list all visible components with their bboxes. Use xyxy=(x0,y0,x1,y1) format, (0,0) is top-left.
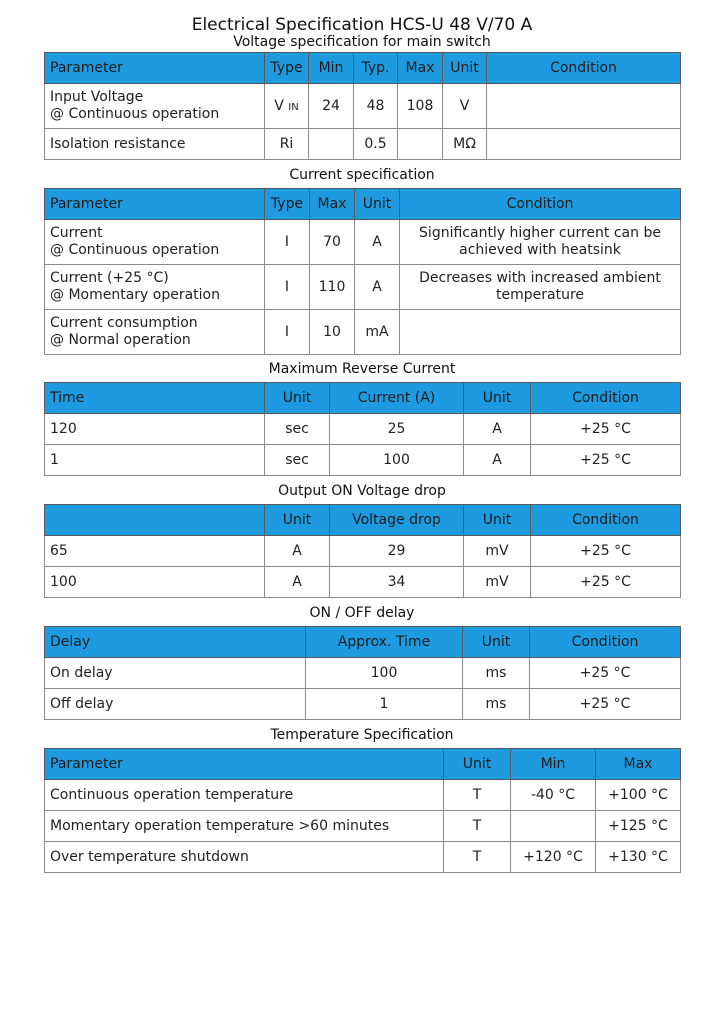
document-title: Electrical Specification HCS-U 48 V/70 A xyxy=(191,15,533,35)
parameter-name: Current consumption xyxy=(50,315,198,331)
unit-cell: A xyxy=(464,445,531,476)
time-cell: 1 xyxy=(45,445,265,476)
min-cell: 24 xyxy=(309,84,354,129)
unit-cell: A xyxy=(265,536,330,567)
header-cell: Typ. xyxy=(354,53,398,84)
type-cell: I xyxy=(265,220,310,265)
header-cell: Unit xyxy=(463,627,530,658)
current-cell: 25 xyxy=(330,414,464,445)
voltage-section-title: Voltage specification for main switch xyxy=(233,34,491,50)
condition-cell xyxy=(487,84,681,129)
typ-cell: 0.5 xyxy=(354,129,398,160)
condition-cell: +25 °C xyxy=(530,689,681,720)
min-cell: -40 °C xyxy=(511,780,596,811)
table-row xyxy=(45,84,681,129)
unit-cell: A xyxy=(355,265,400,310)
header-cell: Condition xyxy=(531,505,681,536)
header-cell: Time xyxy=(45,383,265,414)
unit-cell: T xyxy=(444,780,511,811)
unit-cell: A xyxy=(355,220,400,265)
table-row xyxy=(45,658,681,689)
condition-cell xyxy=(400,265,681,310)
type-cell: Ri xyxy=(265,129,309,160)
max-cell: 110 xyxy=(310,265,355,310)
temperature-section-title: Temperature Specification xyxy=(270,727,454,743)
parameter-note: @ Continuous operation xyxy=(50,106,220,122)
table-row xyxy=(45,780,681,811)
header-cell: Parameter xyxy=(45,53,265,84)
header-cell: Voltage drop xyxy=(330,505,464,536)
voltage-drop-table xyxy=(44,504,681,598)
table-header-row xyxy=(45,505,681,536)
current-cell: 100 xyxy=(330,445,464,476)
time-cell: 120 xyxy=(45,414,265,445)
max-cell xyxy=(398,129,443,160)
header-cell: Approx. Time xyxy=(306,627,463,658)
type-cell: I xyxy=(265,265,310,310)
unit-cell: A xyxy=(464,414,531,445)
current-section-title: Current specification xyxy=(289,167,435,183)
header-cell: Min xyxy=(511,749,596,780)
parameter-note: @ Normal operation xyxy=(50,332,191,348)
condition-cell: +25 °C xyxy=(531,414,681,445)
current-spec-table xyxy=(44,188,681,355)
unit-cell: MΩ xyxy=(443,129,487,160)
header-cell: Condition xyxy=(531,383,681,414)
unit-cell: T xyxy=(444,842,511,873)
delay-section-title: ON / OFF delay xyxy=(309,605,415,621)
header-cell: Condition xyxy=(400,189,681,220)
max-cell: 10 xyxy=(310,310,355,355)
unit-cell: mA xyxy=(355,310,400,355)
min-cell xyxy=(511,811,596,842)
header-cell: Unit xyxy=(265,505,330,536)
parameter-cell: Continuous operation temperature xyxy=(45,780,444,811)
table-row xyxy=(45,220,681,265)
header-cell: Unit xyxy=(355,189,400,220)
max-cell: +100 °C xyxy=(596,780,681,811)
table-row xyxy=(45,536,681,567)
table-row xyxy=(45,811,681,842)
delay-cell: On delay xyxy=(45,658,306,689)
header-cell: Condition xyxy=(530,627,681,658)
header-cell: Unit xyxy=(464,383,531,414)
condition-line: achieved with heatsink xyxy=(459,242,621,258)
condition-cell: +25 °C xyxy=(530,658,681,689)
unit-cell: V xyxy=(443,84,487,129)
parameter-name: Current xyxy=(50,225,103,241)
type-cell: I xyxy=(265,310,310,355)
header-cell: Unit xyxy=(265,383,330,414)
table-row xyxy=(45,445,681,476)
table-header-row xyxy=(45,383,681,414)
unit-cell: ms xyxy=(463,658,530,689)
parameter-cell: Over temperature shutdown xyxy=(45,842,444,873)
parameter-note: @ Continuous operation xyxy=(50,242,220,258)
max-cell: +125 °C xyxy=(596,811,681,842)
time-cell: 1 xyxy=(306,689,463,720)
table-row xyxy=(45,567,681,598)
unit-cell: mV xyxy=(464,536,531,567)
header-cell: Current (A) xyxy=(330,383,464,414)
condition-cell xyxy=(487,129,681,160)
header-cell: Unit xyxy=(444,749,511,780)
header-cell: Type xyxy=(265,53,309,84)
unit-cell: A xyxy=(265,567,330,598)
unit-cell: T xyxy=(444,811,511,842)
voltage-drop-cell: 34 xyxy=(330,567,464,598)
table-row xyxy=(45,689,681,720)
value-cell: 100 xyxy=(45,567,265,598)
delay-table xyxy=(44,626,681,720)
header-cell: Type xyxy=(265,189,310,220)
reverse-section-title: Maximum Reverse Current xyxy=(268,361,456,377)
parameter-name: Current (+25 °C) xyxy=(50,270,169,286)
table-header-row xyxy=(45,627,681,658)
max-cell: 108 xyxy=(398,84,443,129)
max-cell: +130 °C xyxy=(596,842,681,873)
condition-cell xyxy=(400,220,681,265)
header-cell: Max xyxy=(398,53,443,84)
parameter-cell xyxy=(45,265,265,310)
header-cell: Delay xyxy=(45,627,306,658)
header-cell: Max xyxy=(310,189,355,220)
time-cell: 100 xyxy=(306,658,463,689)
header-cell: Parameter xyxy=(45,749,444,780)
type-subscript: IN xyxy=(288,102,299,113)
delay-cell: Off delay xyxy=(45,689,306,720)
condition-line: temperature xyxy=(496,287,584,303)
parameter-note: @ Momentary operation xyxy=(50,287,220,303)
table-row xyxy=(45,129,681,160)
unit-cell: ms xyxy=(463,689,530,720)
parameter-name: Input Voltage xyxy=(50,89,144,105)
vdrop-section-title: Output ON Voltage drop xyxy=(278,483,446,499)
table-header-row xyxy=(45,53,681,84)
condition-line: Decreases with increased ambient xyxy=(419,270,661,286)
header-cell: Condition xyxy=(487,53,681,84)
header-cell xyxy=(45,505,265,536)
header-cell: Min xyxy=(309,53,354,84)
condition-cell: +25 °C xyxy=(531,445,681,476)
condition-cell xyxy=(400,310,681,355)
table-row xyxy=(45,842,681,873)
condition-line: Significantly higher current can be xyxy=(419,225,661,241)
parameter-cell xyxy=(45,220,265,265)
value-cell: 65 xyxy=(45,536,265,567)
parameter-cell: Momentary operation temperature >60 minutes xyxy=(45,811,444,842)
voltage-drop-cell: 29 xyxy=(330,536,464,567)
header-cell: Parameter xyxy=(45,189,265,220)
parameter-cell xyxy=(45,84,265,129)
table-row xyxy=(45,414,681,445)
temperature-table xyxy=(44,748,681,873)
min-cell: +120 °C xyxy=(511,842,596,873)
table-row xyxy=(45,265,681,310)
type-cell xyxy=(265,84,309,129)
header-cell: Unit xyxy=(464,505,531,536)
parameter-cell xyxy=(45,310,265,355)
table-header-row xyxy=(45,749,681,780)
reverse-current-table xyxy=(44,382,681,476)
condition-cell: +25 °C xyxy=(531,536,681,567)
parameter-cell: Isolation resistance xyxy=(45,129,265,160)
typ-cell: 48 xyxy=(354,84,398,129)
max-cell: 70 xyxy=(310,220,355,265)
type-symbol: V xyxy=(274,98,284,114)
voltage-spec-table xyxy=(44,52,681,160)
unit-cell: mV xyxy=(464,567,531,598)
condition-cell: +25 °C xyxy=(531,567,681,598)
unit-cell: sec xyxy=(265,445,330,476)
header-cell: Unit xyxy=(443,53,487,84)
table-header-row xyxy=(45,189,681,220)
unit-cell: sec xyxy=(265,414,330,445)
min-cell xyxy=(309,129,354,160)
table-row xyxy=(45,310,681,355)
header-cell: Max xyxy=(596,749,681,780)
